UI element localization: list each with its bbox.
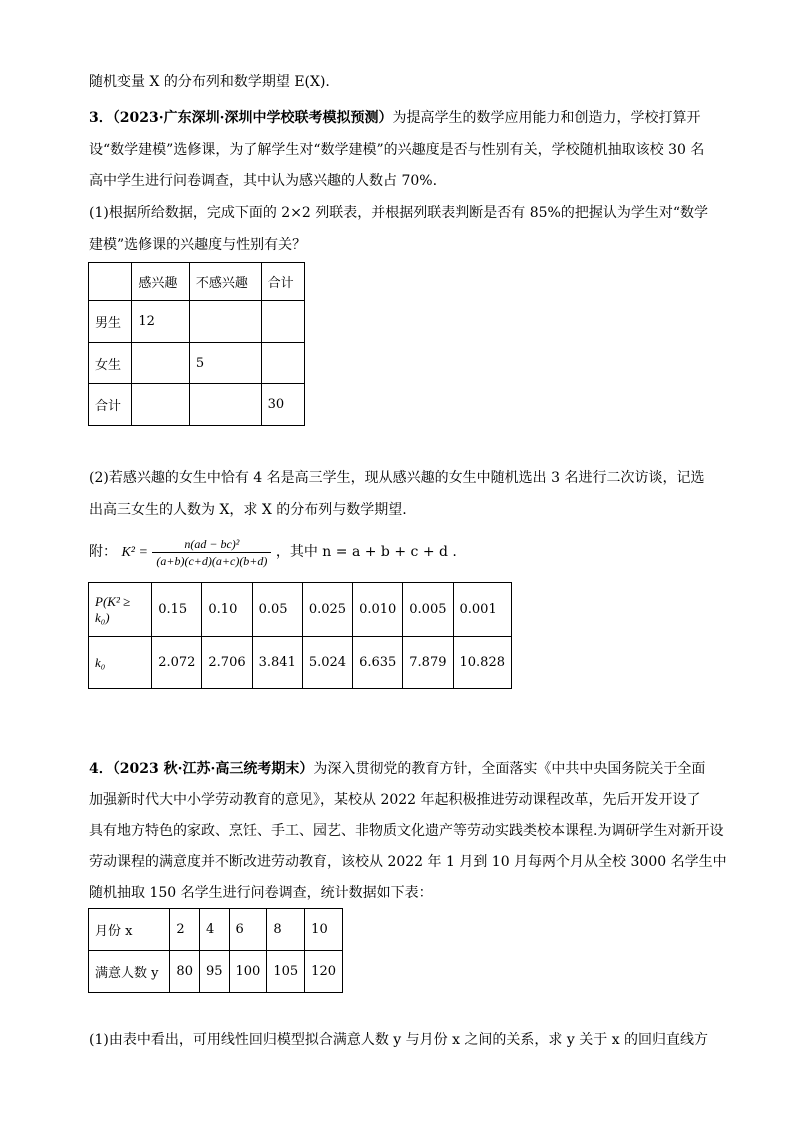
table-cell: 80 (170, 951, 200, 993)
formula-numerator: n(ad − bc)² (152, 536, 271, 553)
table-cell: 30 (261, 384, 304, 426)
table-cell: 100 (229, 951, 267, 993)
q4-number: 4． (89, 761, 113, 777)
q4-line3: 具有地方特色的家政、烹饪、手工、园艺、非物质文化遗产等劳动实践类校本课程.为调研学生对新开设 (89, 823, 724, 839)
table-row (89, 951, 343, 993)
table-cell: 0.005 (403, 583, 453, 637)
table-cell: 0.001 (453, 583, 512, 637)
q3-part1-line2: 建模”选修课的兴趣度与性别有关？ (89, 237, 307, 253)
q3-line2: 设“数学建模”选修课，为了解学生对“数学建模”的兴趣度是否与性别有关，学校随机抽取该校 30 名 (89, 142, 705, 158)
table-cell (189, 384, 261, 426)
formula-fraction (152, 536, 271, 569)
table-cell: 男生 (89, 301, 132, 343)
formula-line (89, 532, 457, 573)
table-cell: 5.024 (302, 637, 352, 689)
table-cell: k₀ (89, 637, 152, 689)
contingency-table (88, 262, 305, 426)
table-cell: 不感兴趣 (189, 263, 261, 301)
q3-text1: 为提高学生的数学应用能力和创造力，学校打算开 (392, 110, 701, 126)
q3-number: 3． (89, 110, 113, 126)
table-cell (89, 263, 132, 301)
table-row (89, 384, 305, 426)
table-row (89, 637, 512, 689)
q4-line5: 随机抽取 150 名学生进行问卷调查，统计数据如下表： (89, 885, 433, 901)
q4-line4: 劳动课程的满意度并不断改进劳动教育，该校从 2022 年 1 月到 10 月每两个月从全校 3000 名学生中 (89, 854, 727, 870)
q4-line1 (89, 760, 705, 778)
q4-part1-line1: (1)由表中看出，可用线性回归模型拟合满意人数 y 与月份 x 之间的关系，求 y 关于 x 的回归直线方 (89, 1032, 709, 1048)
table-cell (132, 343, 190, 384)
table-row (89, 583, 512, 637)
table-cell: 合计 (261, 263, 304, 301)
top-line: 随机变量 X 的分布列和数学期望 E(X). (89, 74, 330, 90)
table-row (89, 343, 305, 384)
critical-value-table (88, 582, 512, 689)
table-cell: 105 (267, 951, 305, 993)
table-row (89, 263, 305, 301)
table-cell: 0.05 (252, 583, 302, 637)
table-cell: 0.025 (302, 583, 352, 637)
table-cell: 4 (199, 909, 229, 951)
table-row (89, 909, 343, 951)
q3-part2-line1: (2)若感兴趣的女生中恰有 4 名是高三学生，现从感兴趣的女生中随机选出 3 名进行二次访谈，记选 (89, 470, 705, 486)
table-cell: 合计 (89, 384, 132, 426)
q3-line1 (89, 109, 700, 127)
table-cell: 10 (305, 909, 343, 951)
formula-lhs: K² = (121, 545, 148, 560)
table-cell: 0.15 (152, 583, 202, 637)
table-cell: 女生 (89, 343, 132, 384)
q4-text1: 为深入贯彻党的教育方针，全面落实《中共中央国务院关于全面 (313, 761, 706, 777)
table-cell (261, 301, 304, 343)
table-cell: 0.010 (353, 583, 403, 637)
formula-denominator: (a+b)(c+d)(a+c)(b+d) (156, 553, 268, 568)
appendix-label: 附： (89, 544, 117, 560)
table-cell: 8 (267, 909, 305, 951)
table-cell: 10.828 (453, 637, 512, 689)
q3-part1-line1: (1)根据所给数据，完成下面的 2×2 列联表，并根据列联表判断是否有 85%的把握认为学生对“数学 (89, 205, 708, 221)
table-cell: 95 (199, 951, 229, 993)
q4-line2: 加强新时代大中小学劳动教育的意见》，某校从 2022 年起积极推进劳动课程改革，先后开发开设了 (89, 792, 701, 808)
table-cell (132, 384, 190, 426)
q3-part2-line2: 出高三女生的人数为 X，求 X 的分布列与数学期望. (89, 502, 407, 518)
table-cell (189, 301, 261, 343)
q3-source: （2023·广东深圳·深圳中学校联考模拟预测） (112, 110, 393, 126)
table-cell: 2.706 (202, 637, 252, 689)
table-cell: 2.072 (152, 637, 202, 689)
table-cell: 满意人数 y (89, 951, 170, 993)
table-cell: 6.635 (353, 637, 403, 689)
table-cell (261, 343, 304, 384)
table-cell: 2 (170, 909, 200, 951)
table-cell: P(K² ≥ k₀) (89, 583, 152, 637)
table-cell: 3.841 (252, 637, 302, 689)
table-cell: 7.879 (403, 637, 453, 689)
q3-line3: 高中学生进行问卷调查，其中认为感兴趣的人数占 70%. (89, 173, 438, 189)
table-cell: 月份 x (89, 909, 170, 951)
table-cell: 120 (305, 951, 343, 993)
table-cell: 0.10 (202, 583, 252, 637)
table-cell: 6 (229, 909, 267, 951)
table-cell: 12 (132, 301, 190, 343)
survey-table (88, 908, 343, 993)
table-cell: 5 (189, 343, 261, 384)
formula-tail: ，其中 n = a + b + c + d . (275, 544, 457, 560)
table-cell: 感兴趣 (132, 263, 190, 301)
table-row (89, 301, 305, 343)
q4-source: （2023 秋·江苏·高三统考期末） (112, 761, 314, 777)
